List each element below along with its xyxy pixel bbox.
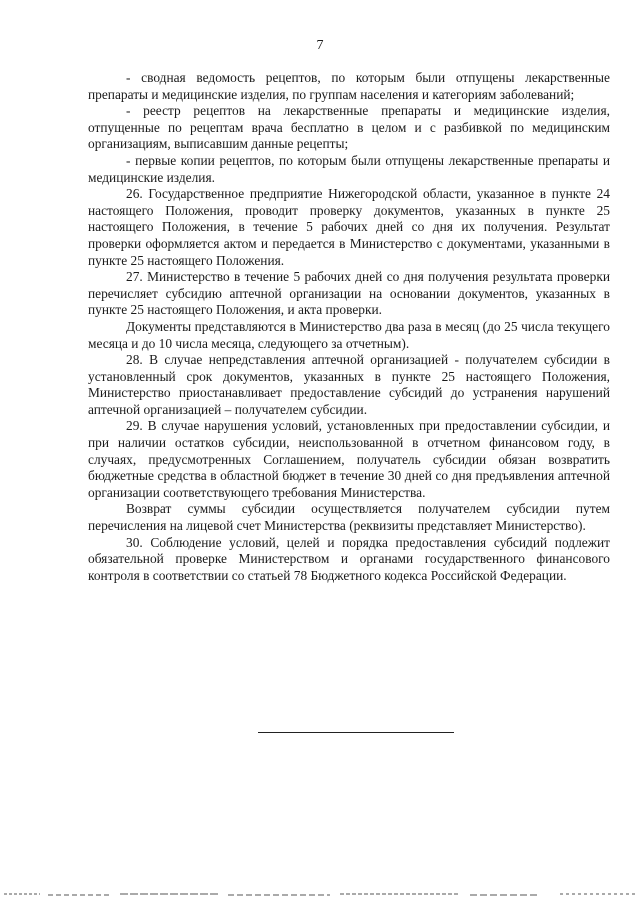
paragraph-28: 28. В случае непредставления аптечной организацией - получателем субсидии в установленный срок документов, указанных в пункте 25 настоящего Положения, Министерство приостанавливает предоставление субсидий до устранения нарушений аптечной организацией – получателем субсидии. [88, 352, 610, 417]
list-item-registry: - реестр рецептов на лекарственные препараты и медицинские изделия, отпущенные по рецептам врача бесплатно в целом и с разбивкой по медицинским организациям, выписавшим данные рецепты; [88, 103, 610, 152]
page-number: 7 [316, 38, 324, 53]
paragraph-27: 27. Министерство в течение 5 рабочих дней со дня получения результата проверки перечисляет субсидию аптечной организации на основании документов, указанных в пункте 25 настоящего Положения, и акта проверки. [88, 269, 610, 318]
paragraph-29-refund: Возврат суммы субсидии осуществляется получателем субсидии путем перечисления на лицевой счет Министерства (реквизиты представляет Министерство). [88, 501, 610, 534]
paragraph-30: 30. Соблюдение условий, целей и порядка предоставления субсидий подлежит обязательной проверке Министерством и органами государственного финансового контроля в соответствии со статьей 78 Бюджетного кодекса Российской Федерации. [88, 534, 610, 583]
document-body [88, 70, 610, 584]
list-item-copies: - первые копии рецептов, по которым были отпущены лекарственные препараты и медицинские изделия. [88, 152, 610, 185]
list-item-summary: - сводная ведомость рецептов, по которым были отпущены лекарственные препараты и медицинские изделия, по группам населения и категориям заболеваний; [88, 70, 610, 102]
scan-edge-artifact [0, 889, 640, 899]
end-separator-line [258, 732, 454, 733]
paragraph-29: 29. В случае нарушения условий, установленных при предоставлении субсидии, и при наличии остатков субсидии, неиспользованной в отчетном финансовом году, в случаях, предусмотренных Соглашением, получатель субсидии обязан возвратить бюджетные средства в областной бюджет в течение 30 дней со дня предъявления аптечной организации соответствующего требования Министерства. [88, 418, 610, 500]
paragraph-26: 26. Государственное предприятие Нижегородской области, указанное в пункте 24 настоящего Положения, проводит проверку документов, указанных в пункте 25 настоящего Положения, в течение 5 рабочих дней со дня их получения. Результат проверки оформляется актом и передается в Министерство с документами, указанными в пункте 25 настоящего Положения. [88, 186, 610, 268]
paragraph-27-documents: Документы представляются в Министерство два раза в месяц (до 25 числа текущего месяца и до 10 числа месяца, следующего за отчетным). [88, 318, 610, 351]
